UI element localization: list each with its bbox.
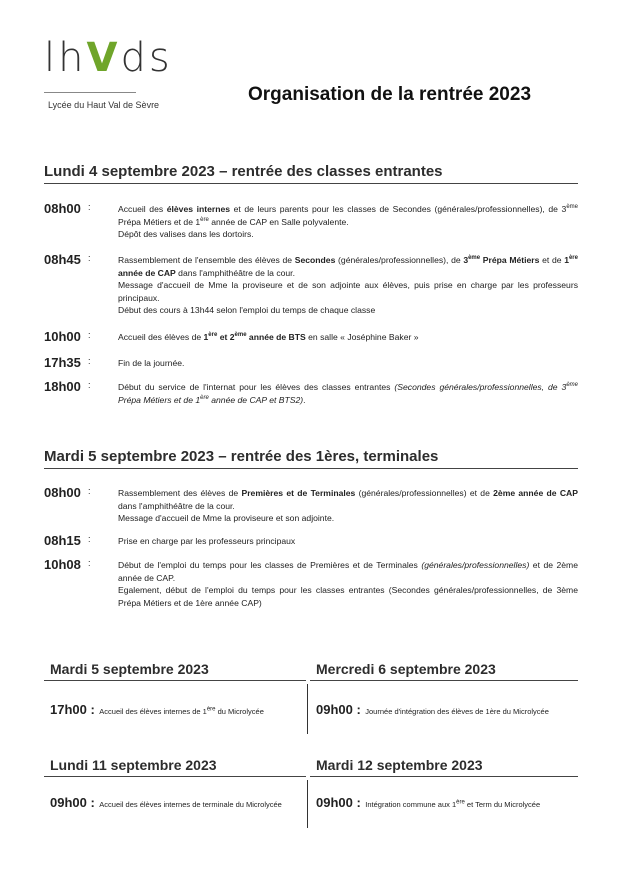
section-heading-tuesday: Mardi 5 septembre 2023 – rentrée des 1ères, terminales — [44, 448, 439, 465]
section-divider — [44, 183, 578, 184]
bottom-heading: Mercredi 6 septembre 2023 — [316, 661, 496, 677]
logo-subtitle: Lycée du Haut Val de Sèvre — [48, 100, 160, 110]
colon: : — [88, 486, 91, 496]
school-logo — [44, 35, 173, 116]
time-label: 09h00 : — [50, 795, 95, 810]
row-description: Accueil des élèves internes et de leurs parents pour les classes de Secondes (générales/professionnelles), de 3ème Prépa Métiers et de 1ère année de CAP en Salle polyvalente. Dépôt des valises dans les dortoirs. — [118, 204, 578, 240]
bottom-item — [316, 701, 549, 719]
item-description: Intégration commune aux 1ère et Term du Microlycée — [365, 799, 541, 809]
time-label: 10h00 — [44, 329, 81, 344]
bottom-heading: Lundi 11 septembre 2023 — [50, 757, 217, 773]
row-description: Prise en charge par les professeurs principaux — [118, 536, 296, 546]
time-label: 18h00 — [44, 379, 81, 394]
row-description: Début du service de l'internat pour les élèves des classes entrantes (Secondes générales/professionnelles, de 3ème Prépa Métiers et de 1ère année de CAP et BTS2). — [118, 382, 578, 405]
row-description: Début de l'emploi du temps pour les classes de Premières et de Terminales (générales/professionnelles) et de 2ème année de CAP. Egalement, début de l'emploi du temps pour les classes entrantes (Secondes générales/professionnelles, de 3ème Prépa Métiers et de 1ère année CAP) — [118, 560, 578, 608]
bottom-divider — [44, 680, 306, 681]
row-description: Fin de la journée. — [118, 358, 185, 368]
colon: : — [88, 558, 91, 568]
bottom-divider — [310, 680, 578, 681]
column-separator — [307, 684, 308, 734]
colon: : — [88, 534, 91, 544]
bottom-heading: Mardi 12 septembre 2023 — [316, 757, 483, 773]
time-label: 10h08 — [44, 557, 81, 572]
bottom-item — [50, 794, 282, 812]
time-label: 17h00 : — [50, 702, 95, 717]
section-divider — [44, 468, 578, 469]
time-label: 09h00 : — [316, 702, 361, 717]
bottom-divider — [44, 776, 306, 777]
time-label: 17h35 — [44, 355, 81, 370]
item-description: Accueil des élèves internes de 1ère du Microlycée — [99, 706, 264, 716]
time-label: 08h00 — [44, 201, 81, 216]
colon: : — [88, 253, 91, 263]
colon: : — [88, 202, 91, 212]
time-label: 09h00 : — [316, 795, 361, 810]
item-description: Accueil des élèves internes de terminale du Microlycée — [99, 800, 282, 809]
colon: : — [88, 380, 91, 390]
row-description: Rassemblement de l'ensemble des élèves de Secondes (générales/professionnelles), de 3ème Prépa Métiers et de 1ère année de CAP dans l'amphithéâtre de la cour. Message d'accueil de Mme la proviseure et de son adjointe aux élèves, puis prise en charge par les professeurs principaux. Début des cours à 13h44 selon l'emploi du temps de chaque classe — [118, 255, 578, 316]
section-heading-monday: Lundi 4 septembre 2023 – rentrée des classes entrantes — [44, 163, 443, 180]
bottom-item — [316, 794, 540, 812]
document-title: Organisation de la rentrée 2023 — [248, 84, 532, 105]
row-description: Accueil des élèves de 1ère et 2ème année de BTS en salle « Joséphine Baker » — [118, 332, 419, 342]
colon: : — [88, 356, 91, 366]
time-label: 08h00 — [44, 485, 81, 500]
item-description: Journée d'intégration des élèves de 1ère du Microlycée — [365, 707, 549, 716]
bottom-divider — [310, 776, 578, 777]
colon: : — [88, 330, 91, 340]
row-description: Rassemblement des élèves de Premières et de Terminales (générales/professionnelles) et de 2ème année de CAP dans l'amphithéâtre de la cour. Message d'accueil de Mme la proviseure et son adjointe. — [118, 488, 578, 524]
bottom-item — [50, 701, 264, 719]
logo-wordmark: lhVds — [44, 35, 173, 81]
bottom-heading: Mardi 5 septembre 2023 — [50, 661, 209, 677]
time-label: 08h45 — [44, 252, 81, 267]
logo-underline — [44, 92, 136, 93]
column-separator — [307, 780, 308, 828]
time-label: 08h15 — [44, 533, 81, 548]
